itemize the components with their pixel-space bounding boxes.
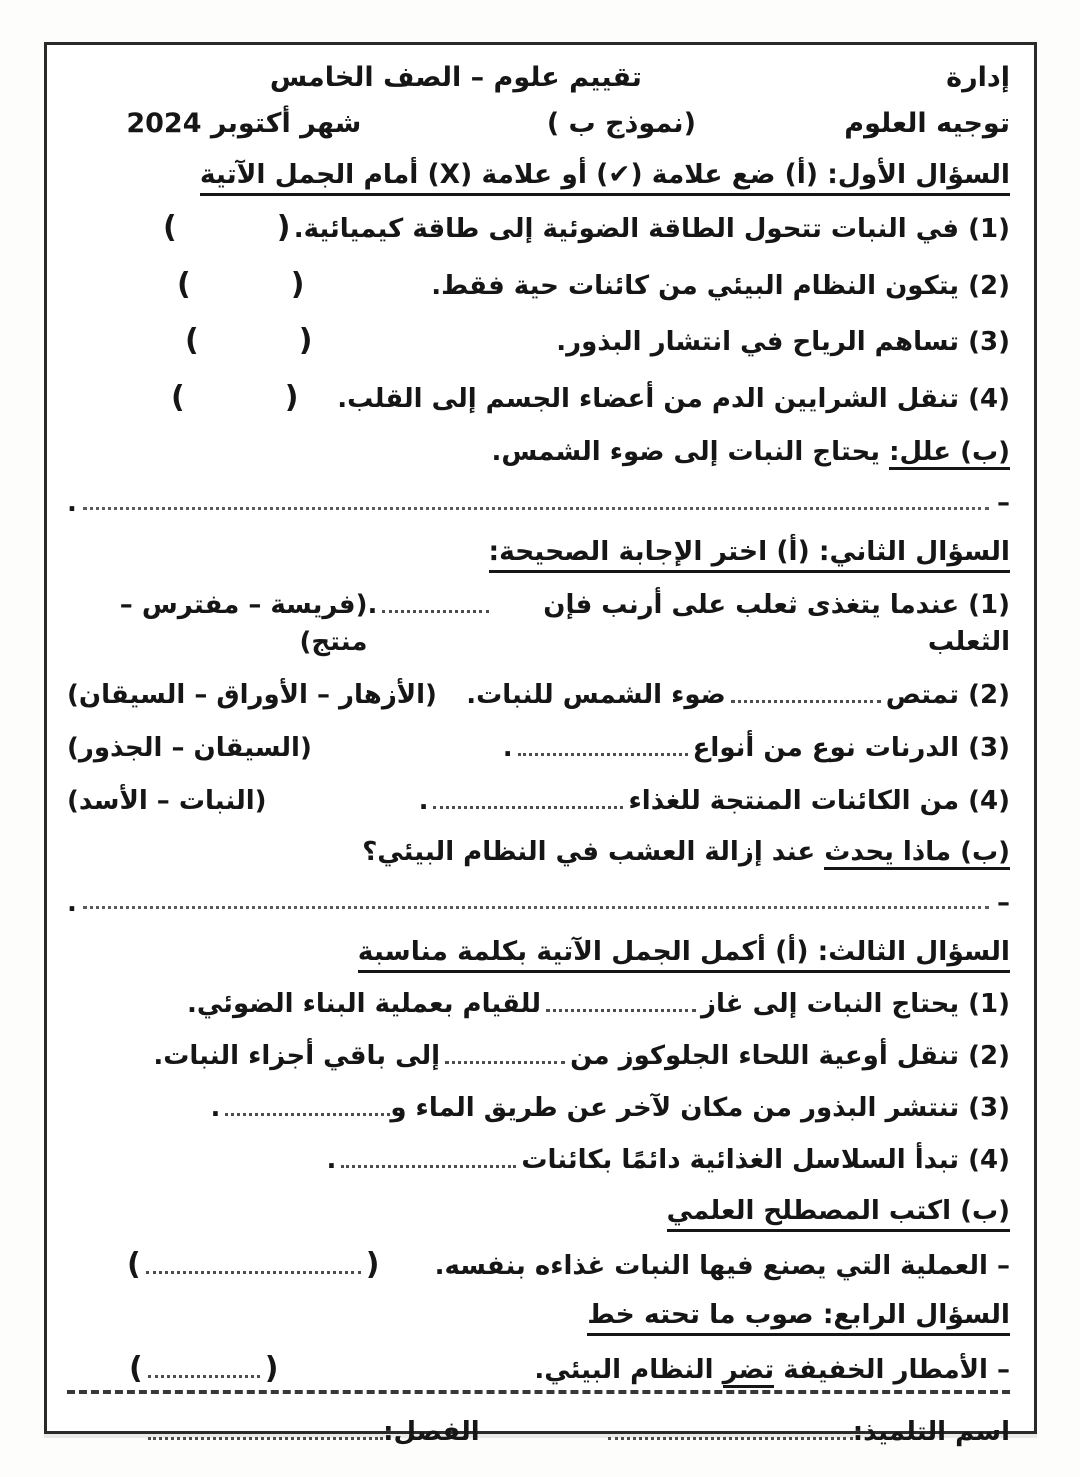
scientific-term-item: [67, 1244, 1010, 1287]
dotted-blank: [518, 751, 688, 756]
term-answer-parentheses: ( ): [127, 1246, 380, 1282]
dotted-blank: [382, 608, 488, 613]
class-label: الفصل:: [383, 1417, 480, 1448]
completion-text: (4) تبدأ السلاسل الغذائية دائمًا بكائنات: [521, 1144, 1010, 1175]
options-list: (السيقان – الجذور): [67, 732, 312, 763]
guidance-label: توجيه العلوم: [844, 108, 1010, 140]
dash-bullet: –: [997, 487, 1010, 518]
answer-parentheses: ( ): [163, 210, 291, 246]
options-list: (فريسة – مفترس – منتج): [119, 590, 368, 657]
class-blank: [148, 1435, 383, 1440]
student-name-label: اسم التلميذ:: [852, 1417, 1010, 1448]
dotted-blank: [445, 1059, 565, 1064]
choice-text: (2) تمتص: [885, 679, 1010, 710]
completion-text: (1) يحتاج النبات إلى غاز: [701, 989, 1010, 1020]
part-b-text: يحتاج النبات إلى ضوء الشمس.: [491, 436, 890, 467]
answer-parentheses: ( ): [171, 380, 299, 416]
true-false-item-4: [67, 377, 1010, 420]
choice-text-after: .: [418, 785, 429, 816]
completion-item-1: [67, 986, 1010, 1023]
true-false-item-2: [67, 264, 1010, 307]
underlined-word: تضر: [723, 1355, 775, 1388]
choice-text-after: ضوء الشمس للنبات.: [466, 679, 726, 710]
answer-blank-line: [67, 885, 1010, 922]
question1-title: السؤال الأول: (أ) ضع علامة (✔) أو علامة (X) أمام الجمل الآتية: [67, 156, 1010, 194]
completion-item-3: [67, 1090, 1010, 1127]
choice-text: (1) عندما يتغذى ثعلب على أرنب فإن الثعلب: [543, 590, 1010, 657]
admin-label: إدارة: [946, 62, 1010, 93]
dotted-blank: [341, 1163, 516, 1168]
statement-text: (4) تنقل الشرايين الدم من أعضاء الجسم إلى القلب.: [337, 384, 1010, 415]
choice-item-1: [67, 587, 1010, 661]
statement-text: (3) تساهم الرياح في انتشار البذور.: [556, 327, 1010, 358]
completion-text-after: .: [326, 1144, 337, 1175]
true-false-item-1: [67, 207, 1010, 250]
options-list: (الأزهار – الأوراق – السيقان): [67, 679, 437, 710]
end-period: .: [67, 887, 77, 918]
exam-title: تقييم علوم – الصف الخامس: [269, 62, 642, 93]
dotted-blank: [546, 1007, 696, 1012]
choice-item-3: [67, 730, 1010, 767]
student-name-blank: [608, 1435, 853, 1440]
dotted-blank: [148, 1373, 260, 1378]
part-b-keyword: (ب) ماذا يحدث: [824, 837, 1010, 870]
choice-item-2: [67, 677, 1010, 714]
dotted-blank: [146, 1269, 361, 1274]
true-false-item-3: [67, 320, 1010, 363]
answer-parentheses: ( ): [185, 323, 313, 359]
completion-text: (3) تنتشر البذور من مكان لآخر عن طريق الماء و: [390, 1092, 1010, 1123]
header-row-1: [67, 59, 1010, 97]
statement-text: (1) في النبات تتحول الطاقة الضوئية إلى طاقة كيميائية.: [293, 214, 1010, 245]
dashed-divider: [67, 1390, 1010, 1394]
header-row-2: [67, 105, 1010, 143]
footer-row: [67, 1414, 1010, 1451]
dotted-writing-line: [83, 896, 989, 909]
part-b-text: عند إزالة العشب في النظام البيئي؟: [362, 836, 825, 867]
choice-item-4: [67, 783, 1010, 820]
term-sentence: – العملية التي يصنع فيها النبات غذاءه بنفسه.: [434, 1250, 1010, 1281]
answer-blank-line: [67, 485, 1010, 522]
dash-bullet: –: [997, 887, 1010, 918]
question3-title: السؤال الثالث: (أ) أكمل الجمل الآتية بكلمة مناسبة: [67, 933, 1010, 971]
part-b-keyword: (ب) علل:: [889, 437, 1010, 470]
completion-text-after: إلى باقي أجزاء النبات.: [153, 1040, 441, 1071]
month-label: شهر أكتوبر 2024: [126, 108, 362, 140]
statement-text: (2) يتكون النظام البيئي من كائنات حية فقط.: [431, 270, 1010, 301]
model-label: (نموذج ب ): [546, 108, 696, 140]
completion-item-2: [67, 1038, 1010, 1075]
correction-sentence: – الأمطار الخفيفة تضر النظام البيئي.: [534, 1352, 1010, 1389]
dotted-blank: [731, 698, 881, 703]
question1-part-b: [67, 434, 1010, 471]
question2-title: السؤال الثاني: (أ) اختر الإجابة الصحيحة:: [67, 533, 1010, 571]
completion-text-after: .: [210, 1092, 221, 1123]
correction-answer-parentheses: ( ): [129, 1350, 279, 1386]
choice-text-after: .: [502, 732, 513, 763]
completion-item-4: [67, 1142, 1010, 1179]
completion-text: (2) تنقل أوعية اللحاء الجلوكوز من: [570, 1040, 1010, 1071]
dotted-blank: [433, 804, 623, 809]
choice-text-after: .: [367, 590, 378, 621]
end-period: .: [67, 487, 77, 518]
dotted-writing-line: [83, 497, 989, 510]
choice-text: (3) الدرنات نوع من أنواع: [692, 732, 1010, 763]
question4-title: السؤال الرابع: صوب ما تحته خط: [67, 1296, 1010, 1334]
answer-parentheses: ( ): [177, 266, 305, 302]
choice-text: (4) من الكائنات المنتجة للغذاء: [628, 785, 1010, 816]
options-list: (النبات – الأسد): [67, 785, 267, 816]
dotted-blank: [225, 1111, 390, 1116]
exam-frame: [44, 42, 1037, 1448]
correction-item: [67, 1348, 1010, 1391]
question2-part-b: [67, 834, 1010, 871]
question3-part-b-title: (ب) اكتب المصطلح العلمي: [67, 1193, 1010, 1230]
completion-text-after: للقيام بعملية البناء الضوئي.: [187, 989, 542, 1020]
